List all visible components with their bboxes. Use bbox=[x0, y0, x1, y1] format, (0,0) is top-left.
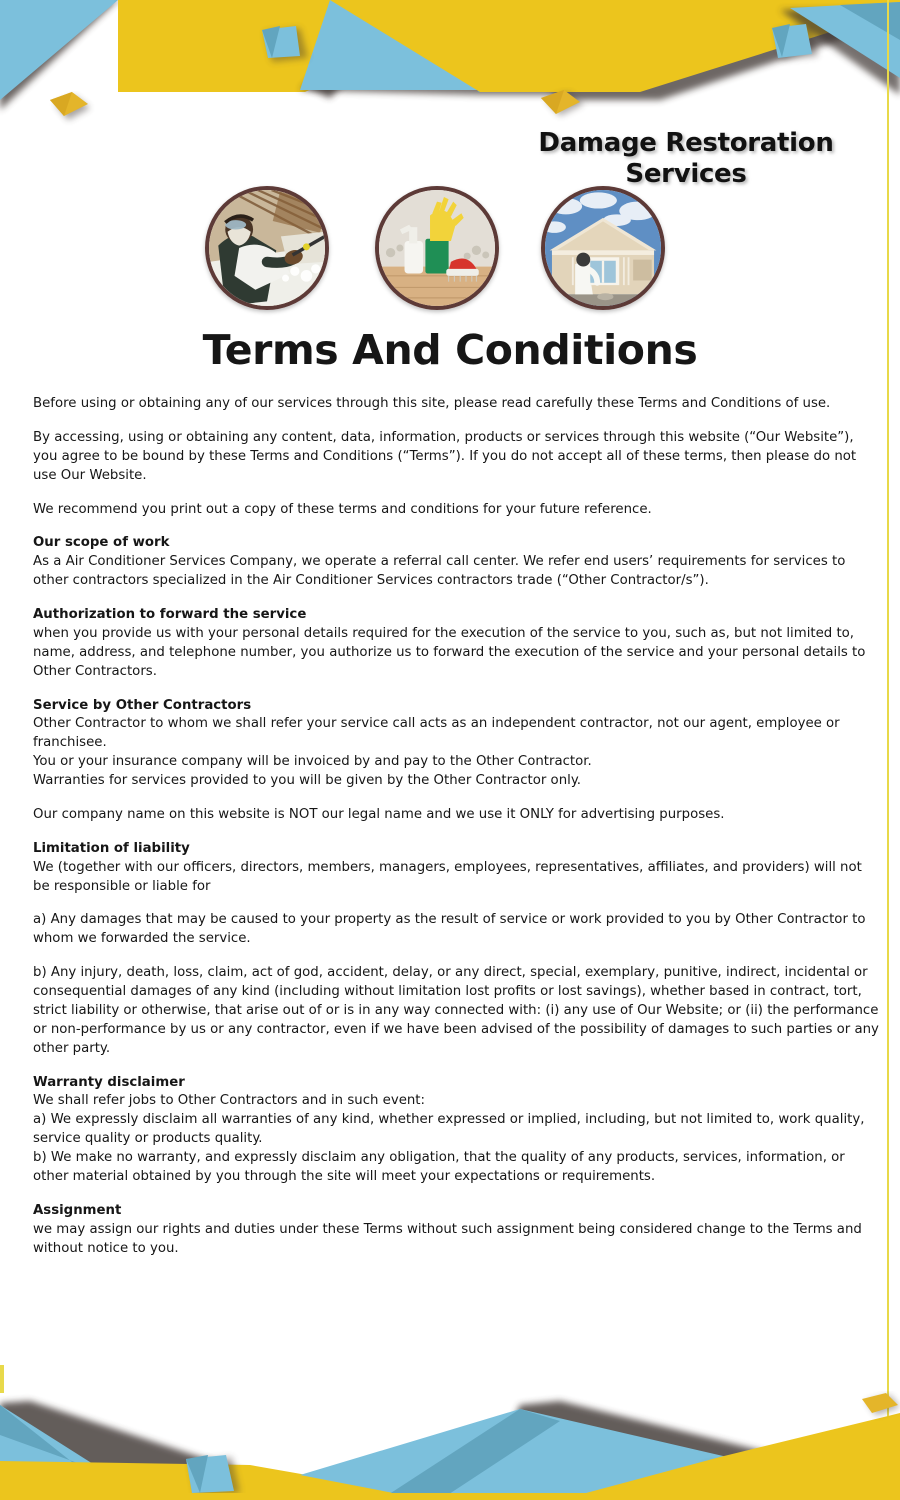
section-authorization-to-forward bbox=[33, 606, 879, 682]
house-exterior-painter-illustration bbox=[545, 190, 661, 306]
attic-insulation-worker-photo bbox=[205, 186, 329, 310]
photo-strip bbox=[205, 186, 675, 316]
section-paragraph: Warranties for services provided to you will be given by the Other Contractor only. bbox=[33, 773, 582, 788]
intro-paragraph-1: Before using or obtaining any of our services through this site, please read carefully these Terms and Conditions of use. bbox=[33, 396, 831, 411]
section-heading: Authorization to forward the service bbox=[33, 607, 307, 622]
terms-body bbox=[33, 395, 879, 1258]
section-warranty-disclaimer bbox=[33, 1074, 879, 1187]
section-scope-of-work bbox=[33, 534, 879, 591]
page-title: Terms And Conditions bbox=[202, 326, 698, 374]
warranty-intro: We shall refer jobs to Other Contractors and in such event: bbox=[33, 1093, 426, 1109]
section-paragraph: You or your insurance company will be invoiced by and pay to the Other Contractor. bbox=[33, 754, 592, 770]
liability-item-a: a) Any damages that may be caused to your property as the result of service or work provided to you by Other Contractor to whom we forwarded the service. bbox=[33, 912, 866, 947]
intro-paragraph-2: By accessing, using or obtaining any content, data, information, products or services through this website (“Our Website”), you agree to be bound by these Terms and Conditions (“Terms”). If you do not accept all of these terms, then please do not use Our Website. bbox=[33, 429, 857, 483]
attic-insulation-worker-illustration bbox=[209, 190, 325, 306]
footer-decoration-shapes bbox=[0, 1365, 900, 1500]
footer-decoration bbox=[0, 1365, 900, 1500]
brand-title: Damage Restoration Services bbox=[538, 128, 834, 189]
cleaning-supplies-illustration bbox=[379, 190, 495, 306]
section-paragraph: when you provide us with your personal details required for the execution of the service to you, such as, but not limited to, name, address, and telephone number, you authorize us to forward the execution of the service and your personal details to Other Contractors. bbox=[33, 625, 866, 679]
liability-intro: We (together with our officers, directors, members, managers, employees, representatives, affiliates, and providers) will not be responsible or liable for bbox=[33, 859, 862, 894]
house-exterior-painter-photo bbox=[541, 186, 665, 310]
header-decoration-shapes bbox=[0, 0, 900, 135]
section-service-by-other-contractors bbox=[33, 697, 879, 791]
section-heading: Limitation of liability bbox=[33, 840, 190, 856]
footer-yellow-diamond bbox=[862, 1393, 898, 1413]
section-assignment bbox=[33, 1202, 879, 1259]
section-paragraph: Other Contractor to whom we shall refer your service call acts as an independent contractor, not our agent, employee or franchisee. bbox=[33, 716, 840, 751]
section-paragraph: As a Air Conditioner Services Company, we operate a referral call center. We refer end users’ requirements for services to other contractors specialized in the Air Conditioner Services contractors trade (“Other Contractor/s”). bbox=[33, 554, 846, 589]
cleaning-supplies-photo bbox=[375, 186, 499, 310]
warranty-item-b: b) We make no warranty, and expressly disclaim any obligation, that the quality of any products, services, information, or other material obtained by you through the site will meet your expectations or requirements. bbox=[33, 1150, 845, 1184]
right-edge-rule bbox=[887, 0, 889, 1500]
section-heading: Warranty disclaimer bbox=[33, 1074, 185, 1090]
assignment-paragraph: we may assign our rights and duties under these Terms without such assignment being considered change to the Terms and without notice to you. bbox=[33, 1221, 862, 1256]
intro-paragraph-3: We recommend you print out a copy of these terms and conditions for your future reference. bbox=[33, 501, 652, 517]
section-heading: Service by Other Contractors bbox=[33, 697, 252, 713]
section-heading: Assignment bbox=[33, 1202, 122, 1218]
liability-item-b: b) Any injury, death, loss, claim, act of god, accident, delay, or any direct, special, exemplary, punitive, indirect, incidental or consequential damages of any kind (including without limitation lost profits or lost savings), whether based in contract, tort, strict liability or otherwise, that arise out of or is in any way connected with: (i) any use of Our Website; or (ii) the performance or non-performance by us or any contractor, even if we have been advised of the possibility of damages to such parties or any other party. bbox=[33, 965, 879, 1056]
footer-bottom-bar bbox=[0, 1493, 900, 1500]
section-limitation-of-liability bbox=[33, 840, 879, 897]
legal-name-note: Our company name on this website is NOT our legal name and we use it ONLY for advertising purposes. bbox=[33, 806, 725, 822]
header-decoration bbox=[0, 0, 900, 135]
warranty-item-a: a) We expressly disclaim all warranties of any kind, whether expressed or implied, including, but not limited to, work quality, service quality or products quality. bbox=[33, 1112, 865, 1147]
section-heading: Our scope of work bbox=[33, 535, 170, 551]
